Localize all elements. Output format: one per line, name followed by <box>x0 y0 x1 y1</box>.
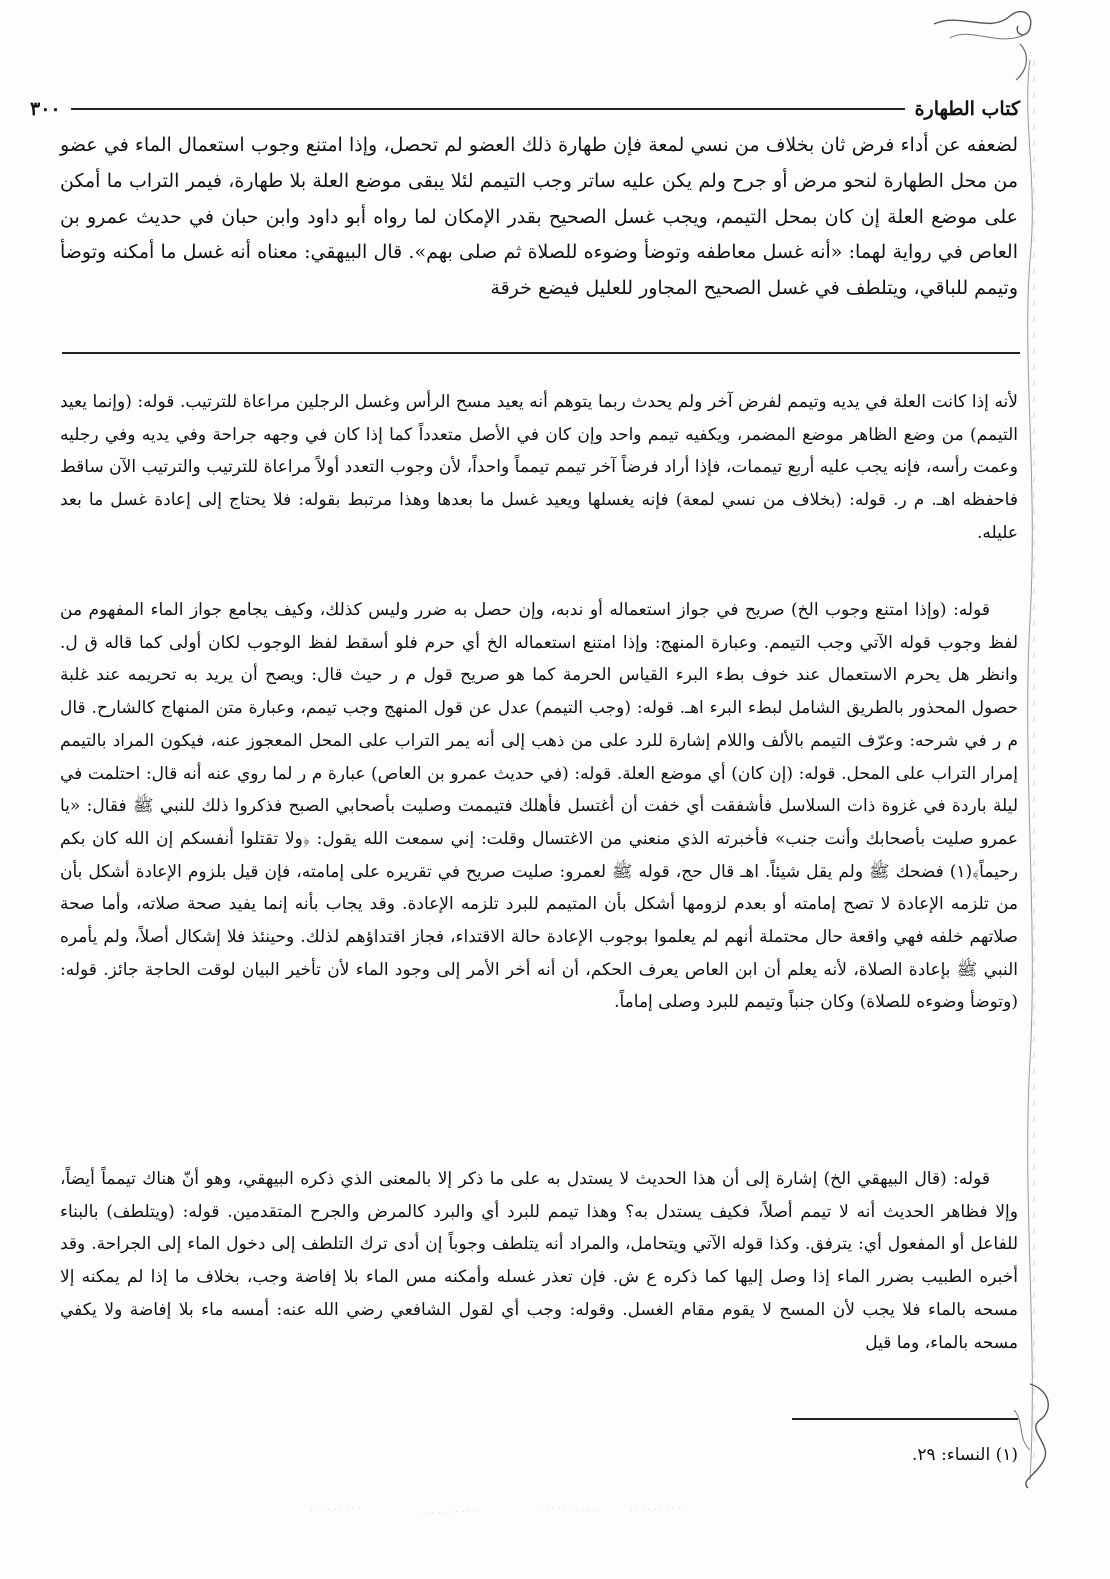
page-header <box>30 92 1020 126</box>
main-paragraph: لضعفه عن أداء فرض ثان بخلاف من نسي لمعة فإن طهارة ذلك العضو لم تحصل، وإذا امتنع وجوب استعمال الماء في عضو من محل الطهارة لنحو مرض أو جرح ولم يكن عليه ساتر وجب التيمم لئلا يبقى موضع العلة بلا طهارة، فيمر التراب ما أمكن على موضع العلة إن كان بمحل التيمم، ويجب غسل الصحيح بقدر الإمكان لما رواه أبو داود وابن حبان في حديث عمرو بن العاص في رواية لهما: «أنه غسل معاطفه وتوضأ وضوءه للصلاة ثم صلى بهم». قال البيهقي: معناه أنه غسل ما أمكنه وتوضأ وتيمم للباقي، ويتلطف في غسل الصحيح المجاور للعليل فيضع خرقة <box>60 134 1018 300</box>
main-text <box>60 128 1018 307</box>
header-rule <box>71 108 905 110</box>
book-title: كتاب الطهارة <box>914 98 1020 120</box>
commentary-block-1 <box>60 386 1018 550</box>
commentary-block-2 <box>60 594 1018 1019</box>
page-number: ٣٠٠ <box>30 98 61 120</box>
scan-noise <box>300 1480 700 1540</box>
commentary-paragraph: لأنه إذا كانت العلة في يديه وتيمم لفرض آخر ولم يحدث ربما يتوهم أنه يعيد مسح الرأس وغسل الرجلين مراعاة للترتيب. قوله: (وإنما يعيد التيمم) من وضع الظاهر موضع المضمر، ويكفيه تيمم واحد وإن كان في الأصل متعدداً كما إذا كان في وجهه جراحة وفي يديه وفي رجليه وعمت رأسه، فإنه يجب عليه أربع تيممات، فإذا أراد فرضاً آخر تيمم تيمماً واحداً، لأن وجوب التعدد أولاً مراعاة للترتيب والترتيب الآن ساقط فاحفظه اهـ. م ر. قوله: (بخلاف من نسي لمعة) فإنه يغسلها ويعيد غسل ما بعدها وهذا مرتبط بقوله: فلا يحتاج إلى إعادة غسل ما بعد عليله. <box>60 392 1018 543</box>
footnote: (١) النساء: ٢٩. <box>912 1445 1018 1465</box>
commentary-block-3 <box>60 1163 1018 1359</box>
footnote-rule <box>792 1418 1018 1420</box>
commentary-paragraph: قوله: (وإذا امتنع وجوب الخ) صريح في جواز استعماله أو ندبه، وإن حصل به ضرر وليس كذلك، وكيف يجامع جواز الماء المفهوم من لفظ وجوب قوله الآتي وجب التيمم. وعبارة المنهج: وإذا امتنع استعماله الخ أي حرم فلو أسقط لفظ الوجوب لكان أولى كما قاله ق ل. وانظر هل يحرم الاستعمال عند خوف بطء البرء القياس الحرمة كما هو صريح قول م ر حيث قال: ويصح أن يريد به تحريمه عند غلبة حصول المحذور بالطريق الشامل لبطء البرء اهـ. قوله: (وجب التيمم) عدل عن قول المنهج وجب تيمم، وعبارة متن المنهاج كالشارح. قال م ر في شرحه: وعرّف التيمم بالألف واللام إشارة للرد على من ذهب إلى أنه يمر التراب على المحل المعجوز عنه، فيكون المراد بالتيمم إمرار التراب على المحل. قوله: (إن كان) أي موضع العلة. قوله: (في حديث عمرو بن العاص) عبارة م ر لما روي عنه أنه قال: احتلمت في ليلة باردة في غزوة ذات السلاسل فأشفقت أي خفت أن أغتسل فأهلك فتيممت وصليت بأصحابي الصبح فذكروا ذلك للنبي ﷺ فقال: «يا عمرو صليت بأصحابك وأنت جنب» فأخبرته الذي منعني من الاغتسال وقلت: إني سمعت الله يقول: ﴿ولا تقتلوا أنفسكم إن الله كان بكم رحيماً﴾(١) فضحك ﷺ ولم يقل شيئاً. اهـ قال حج، قوله ﷺ لعمرو: صليت صريح في تقريره على إمامته، فإن قيل بلزوم الإعادة أشكل بأن من تلزمه الإعادة لا تصح إمامته أو بعدم لزومها أشكل بأن المتيمم للبرد تلزمه الإعادة. وقد يجاب بأنه إنما يفيد صحة صلاته، وأما صحة صلاتهم خلفه فهي واقعة حال محتملة أنهم لم يعلموا بوجوب الإعادة حالة الاقتداء، فجاز اقتداؤهم لذلك. وحينئذ فلا إشكال أصلاً، ولم يأمره النبي ﷺ بإعادة الصلاة، لأنه يعلم أن ابن العاص يعرف الحكم، أن أنه أخر الأمر إلى وجود الماء لأن تأخير البيان لوقت الحاجة جائز. قوله: (وتوضأ وضوءه للصلاة) وكان جنباً وتيمم للبرد وصلى إماماً. <box>60 600 1018 1013</box>
scroll-ornament-icon <box>1000 1380 1060 1490</box>
text-separator <box>62 352 1020 354</box>
commentary-paragraph: قوله: (قال البيهقي الخ) إشارة إلى أن هذا الحديث لا يستدل به على ما ذكر إلا بالمعنى الذي ذكره البيهقي، وهو أنّ هناك تيمماً أيضاً، وإلا فظاهر الحديث أنه لا تيمم أصلاً، فكيف يستدل به؟ وهذا تيمم للبرد أي والبرد كالمرض والجرح المتقدمين. قوله: (ويتلطف) بالبناء للفاعل أو المفعول أي: يترفق. وكذا قوله الآتي ويتحامل، والمراد أنه يتلطف وجوباً إن أدى ترك التلطف إلى دخول الماء إلى الجراحة. وقد أخبره الطبيب بضرر الماء إذا وصل إليها كما ذكره ع ش. فإن تعذر غسله وأمكنه مس الماء بلا إفاضة وجب، بخلاف ما إذا لم يمكنه إلا مسحه بالماء فلا يجب لأن المسح لا يقوم مقام الغسل. وقوله: وجب أي لقول الشافعي رضي الله عنه: أمسه ماء بلا إفاضة ولا يكفي مسحه بالماء، وما قيل <box>60 1169 1018 1353</box>
